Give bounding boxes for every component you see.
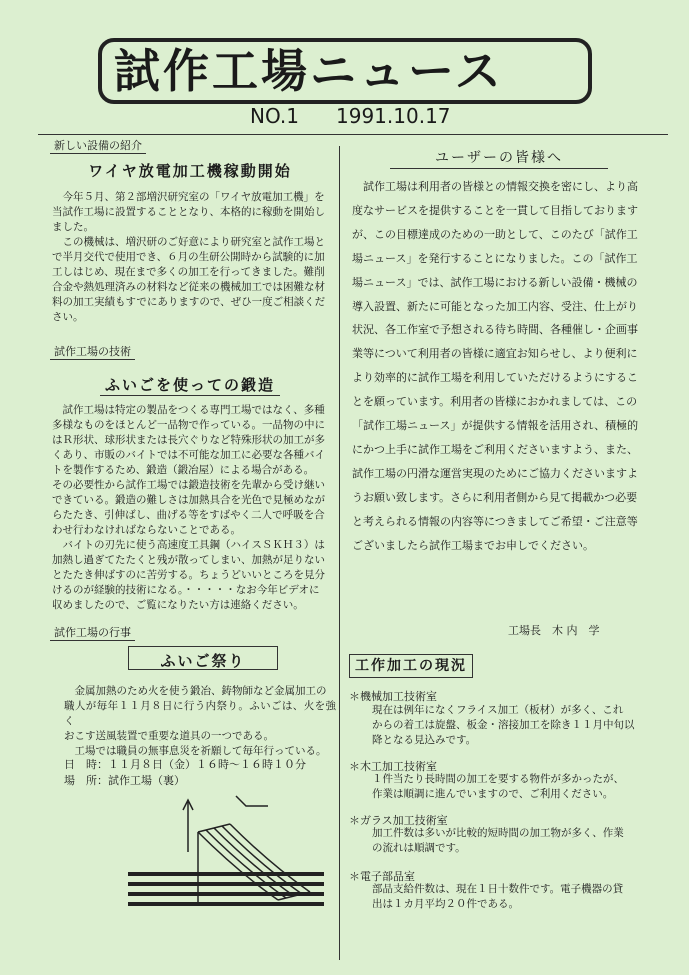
status-title: 工作加工の現況 <box>349 654 473 678</box>
signature: 工場長 木 内 学 <box>508 624 600 637</box>
article-body-wire-edm: 今年５月、第２部増沢研究室の「ワイヤ放電加工機」を 当試作工場に設置することとなり、本格的に稼動を開始し ました。 この機械は、増沢研のご好意により研究室と試作工場と で半月交代で使用でき、６月の生研公開時から試験的に加 工しはじめ、現在まで多くの加工を行ってきました。難削 合金や熱処理済みの材料など従来の機械加工では困難な材 料の加工実績もすでにありますので、ぜひ一度ご相談くだ さい。 <box>52 191 326 323</box>
masthead-title: 試作工場ニュース <box>114 44 504 98</box>
article-body-forging: 試作工場は特定の製品をつくる専門工場ではなく、多種 多様なものをほとんど一品物で作っている。一品物の中に はＲ形状、球形状または長穴ぐりなど特殊形状の加工が多 くあり、市販のバイトでは不可能な加工に必要な各種バイ トを製作するため、鍛造（鍛冶屋）による場合がある。 その必要性から試作工場では鍛造技術を先輩から受け継い できている。鍛造の難しさは加熱具合を光色で見極めなが らたたき、引伸ばし、曲げる等をすばやく二人で呼吸を合 わせ行わなければならないことである。 バイトの刃先に使う高速度工具鋼（ハイスＳＫＨ３）は 加熱し過ぎてたたくと残が散ってしまい、加熱が足りない とたたき伸ばすのに苦労する。ちょうどいいところを見分 けるのが経験的技術になる。・・・・・なお今年ビデオに 収めましたので、ご覧になりたい方は連絡ください。 <box>52 404 325 611</box>
status-item-glass-title: ＊ガラス加工技術室 <box>349 814 448 827</box>
article-title-bellows-festival: ふいご祭り <box>160 652 246 670</box>
issue-number: NO.1 <box>250 104 299 128</box>
status-item-woodwork-body: １件当たり長時間の加工を要する物件が多かったが、 作業は順調に進んでいますので、ご利用ください。 <box>372 773 624 800</box>
greeting-body: 試作工場は利用者の皆様との情報交換を密にし、より高 度なサービスを提供することを一貫して目指しております が、この目標達成のための一助として、このたび「試作工 場ニュース」を発行することになりました。この「試作工 場ニュース」では、試作工場における新しい設備・機械の 導入設置、新たに可能となった加工内容、受注、仕上がり 状況、各工作室で予想される待ち時間、各種催し・企画事 業等について利用者の皆様に適宜お知らせし、より便利に より効率的に試作工場を利用していただけるようにするこ とを願っています。利用者の皆様におかれましては、この 「試作工場ニュース」が提供する情報を活用され、積極的 にかつ上手に試作工場をご利用くださいますよう、また、 試作工場の円滑な運営実現のためにご協力くださいますよ うお願い致します。さらに利用者側から見て掲載かつ必要 と考えられる情報の内容等につきましてご希望・ご注意等 ございましたら試作工場までお申しでください。 <box>352 180 639 552</box>
section-label-new-equipment: 新しい設備の紹介 <box>50 139 146 154</box>
status-item-machining-title: ＊機械加工技術室 <box>349 690 437 703</box>
status-item-electronics-title: ＊電子部品室 <box>349 870 415 883</box>
status-item-machining-body: 現在は例年になくフライス加工（板材）が多く、これ からの着工は旋盤、板金・溶接加工を除き１１月中旬以 降となる見込みです。 <box>372 704 635 746</box>
article-body-bellows-festival: 金属加熱のため火を使う鍛冶、鋳物師など金属加工の 職人が毎年１１月８日に行う内祭り。ふいごは、火を強く おこす送風装置で重要な道具の一つである。 工場では職員の無事息災を祈願して毎年行っている。 <box>64 685 336 757</box>
column-divider <box>339 146 340 960</box>
event-date-line: 日 時：１１月８日（金）１６時～１６時１０分 <box>64 758 306 771</box>
bellows-illustration <box>128 792 324 908</box>
status-item-glass-body: 加工件数は多いが比較的短時間の加工物が多く、作業 の流れは順調です。 <box>372 827 624 854</box>
article-title-wire-edm: ワイヤ放電加工機稼動開始 <box>88 162 292 180</box>
greeting-title: ユーザーの皆様へ <box>390 147 608 169</box>
event-place-line: 場 所：試作工場（裏） <box>64 774 185 787</box>
section-label-technology: 試作工場の技術 <box>50 345 135 360</box>
section-label-events: 試作工場の行事 <box>50 626 135 641</box>
status-item-electronics-body: 部品支給件数は、現在１日十数件です。電子機器の貸 出は１カ月平均２０件である。 <box>372 883 624 910</box>
status-item-woodwork-title: ＊木工加工技術室 <box>349 760 437 773</box>
top-rule <box>38 134 668 135</box>
article-title-forging: ふいごを使っての鍛造 <box>100 374 280 396</box>
issue-date: 1991.10.17 <box>336 104 451 128</box>
